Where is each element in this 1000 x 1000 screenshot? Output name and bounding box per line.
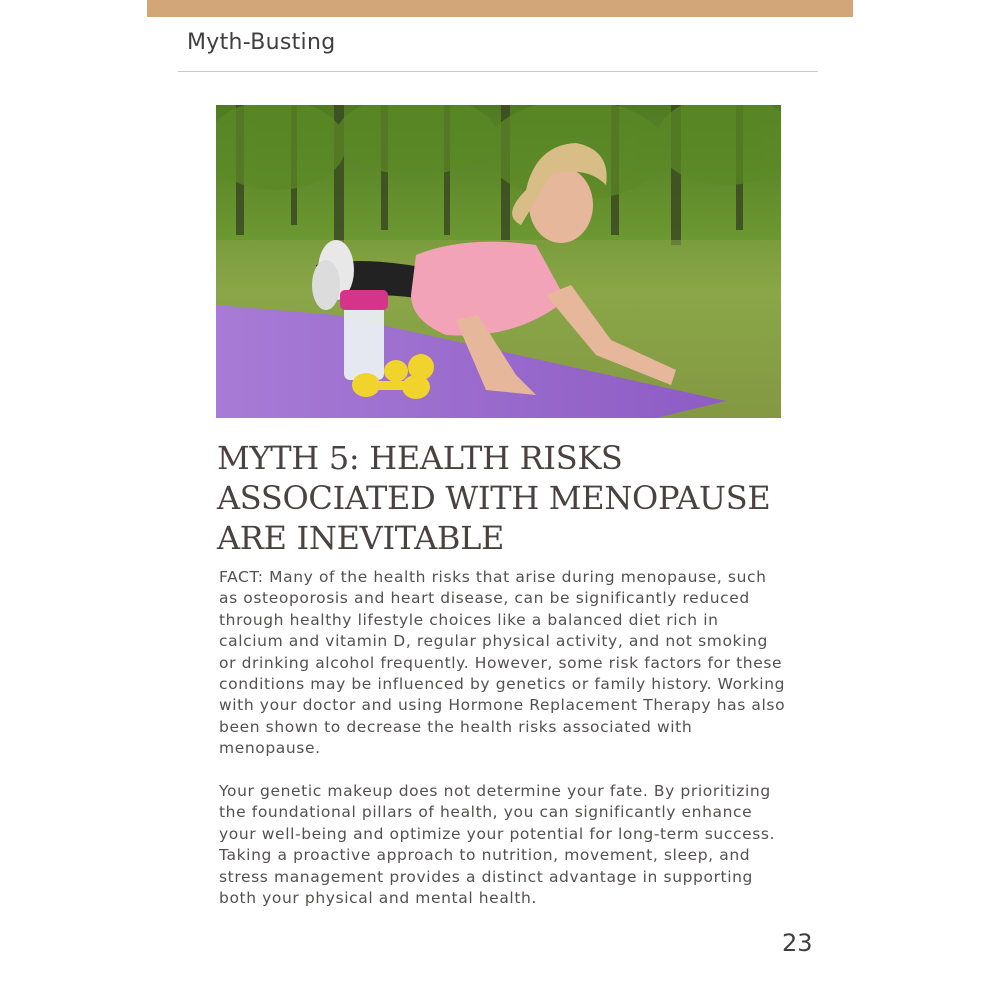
page xyxy=(147,0,853,1000)
genetics-paragraph: Your genetic makeup does not determine your fate. By prioritizing the foundational pillars of health, you can significantly enhance your well-being and optimize your potential for long-term success. Taking a proactive approach to nutrition, movement, sleep, and stress management provides a distinct advantage in supporting both your physical and mental health. xyxy=(219,782,776,908)
woman-planking-photo xyxy=(216,105,781,418)
page-number: 23 xyxy=(782,929,813,957)
fact-paragraph: FACT: Many of the health risks that arise during menopause, such as osteoporosis and heart disease, can be significantly reduced through healthy lifestyle choices like a balanced diet rich in calcium and vitamin D, regular physical activity, and not smoking or drinking alcohol frequently. However, some risk factors for these conditions may be influenced by genetics or family history. Working with your doctor and using Hormone Replacement Therapy has also been shown to decrease the health risks associated with menopause. xyxy=(219,568,786,758)
heading-line: MYTH 5: HEALTH RISKS xyxy=(217,439,623,477)
heading-line: ARE INEVITABLE xyxy=(217,519,505,557)
heading-line: ASSOCIATED WITH MENOPAUSE xyxy=(217,479,771,517)
top-accent-band xyxy=(147,0,853,17)
photo-illustration xyxy=(216,105,781,418)
myth-heading xyxy=(217,438,797,558)
article-body xyxy=(219,567,787,909)
section-title: Myth-Busting xyxy=(187,30,336,55)
header-divider xyxy=(178,71,818,72)
